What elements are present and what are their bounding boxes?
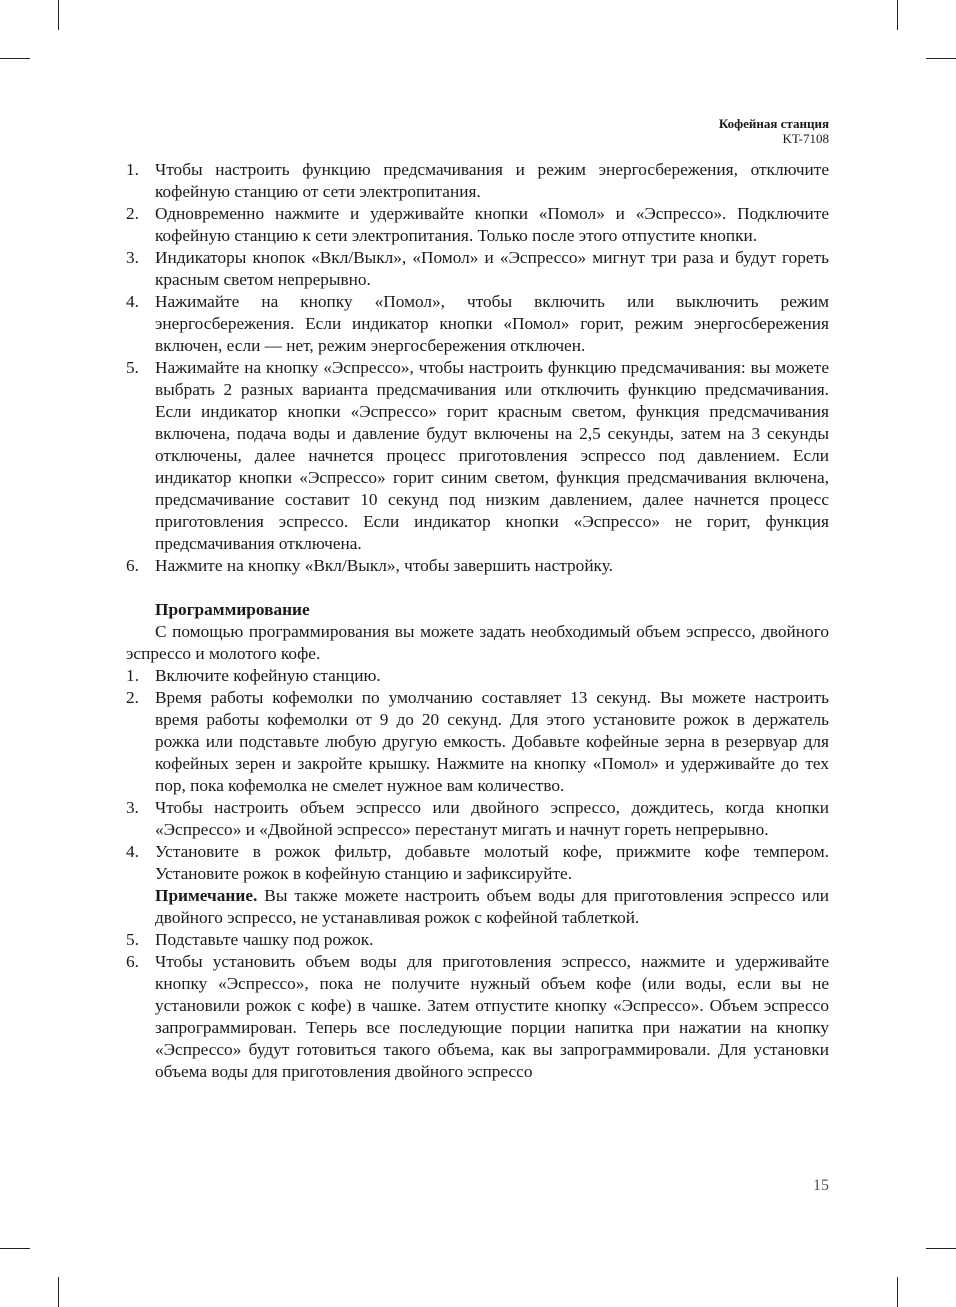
list-item: 1. Включите кофейную станцию. xyxy=(126,666,381,685)
note-text: Вы также можете настроить объем воды для приготовления эспрессо или двойного эспрессо, не устанавливая рожок с кофейной таблеткой. xyxy=(155,886,829,927)
crop-mark xyxy=(58,1277,59,1307)
section-intro: С помощью программирования вы можете задать необходимый объем эспрессо, двойного эспрессо и молотого кофе. xyxy=(126,622,829,663)
list-item: 5. Нажимайте на кнопку «Эспрессо», чтобы настроить функцию предсмачивания: вы можете выбрать 2 разных варианта предсмачивания или отключить функцию предсмачивания. Если индикатор кнопки «Эспрессо» горит красным светом, функция предсмачивания включена, подача воды и давление будут включены на 2,5 секунды, затем на 3 секунды отключены, далее начнется процесс приготовления эспрессо под давлением. Если индикатор кнопки «Эспрессо» горит синим светом, функция предсмачивания включена, предсмачивание составит 10 секунд под низким давлением, далее начнется процесс приготовления эспрессо. Если индикатор кнопки «Эспрессо» не горит, функция предсмачивания отключена. xyxy=(126,358,829,553)
crop-mark xyxy=(0,58,30,59)
running-header xyxy=(719,116,829,146)
programming-steps-list xyxy=(126,665,829,885)
crop-mark xyxy=(897,1277,898,1307)
list-item: 1. Чтобы настроить функцию предсмачивания и режим энергосбережения, отключите кофейную станцию от сети электропитания. xyxy=(126,160,829,201)
list-item: 4. Нажимайте на кнопку «Помол», чтобы включить или выключить режим энергосбережения. Если индикатор кнопки «Помол» горит, режим энергосбережения включен, если — нет, режим энергосбережения отключен. xyxy=(126,292,829,355)
list-item: 5. Подставьте чашку под рожок. xyxy=(126,930,374,949)
list-item: 2. Время работы кофемолки по умолчанию составляет 13 секунд. Вы можете настроить время работы кофемолки от 9 до 20 секунд. Для этого установите рожок в держатель рожка или подставьте любую другую емкость. Добавьте кофейные зерна в резервуар для кофейных зерен и закройте крышку. Нажмите на кнопку «Помол» и удерживайте до тех пор, пока кофемолка не смелет нужное вам количество. xyxy=(126,688,829,795)
page-number: 15 xyxy=(813,1177,829,1194)
header-title: Кофейная станция xyxy=(718,116,829,131)
list-item: 2. Одновременно нажмите и удерживайте кнопки «Помол» и «Эспрессо». Подключите кофейную станцию к сети электропитания. Только после этого отпустите кнопки. xyxy=(126,204,829,245)
crop-mark xyxy=(926,58,956,59)
list-item: 4. Установите в рожок фильтр, добавьте молотый кофе, прижмите кофе темпером. Установите рожок в кофейную станцию и зафиксируйте. xyxy=(126,842,829,883)
list-item: 3. Чтобы настроить объем эспрессо или двойного эспрессо, дождитесь, когда кнопки «Эспрессо» и «Двойной эспрессо» перестанут мигать и начнут гореть непрерывно. xyxy=(126,798,829,839)
list-item: 3. Индикаторы кнопок «Вкл/Выкл», «Помол» и «Эспрессо» мигнут три раза и будут гореть красным светом непрерывно. xyxy=(126,248,829,289)
setup-steps-list xyxy=(126,159,829,577)
crop-mark xyxy=(897,0,898,30)
crop-mark xyxy=(0,1248,30,1249)
crop-mark xyxy=(58,0,59,30)
note-label: Примечание. xyxy=(155,886,258,905)
programming-steps-list-continued xyxy=(126,929,829,1083)
header-model: KT-7108 xyxy=(782,131,829,146)
crop-mark xyxy=(926,1248,956,1249)
note-paragraph xyxy=(126,885,829,929)
list-item: 6. Нажмите на кнопку «Вкл/Выкл», чтобы завершить настройку. xyxy=(126,556,613,575)
section-heading: Программирование xyxy=(155,600,310,619)
page-content xyxy=(126,159,829,1083)
list-item: 6. Чтобы установить объем воды для приготовления эспрессо, нажмите и удерживайте кнопку «Эспрессо», пока не получите нужный объем кофе (или воды, если вы не установили рожок с кофе) в чашке. Затем отпустите кнопку «Эспрессо». Объем эспрессо запрограммирован. Теперь все последующие порции напитка при нажатии на кнопку «Эспрессо» будут готовиться такого объема, как вы запрограммировали. Для установки объема воды для приготовления двойного эспрессо xyxy=(126,952,829,1081)
